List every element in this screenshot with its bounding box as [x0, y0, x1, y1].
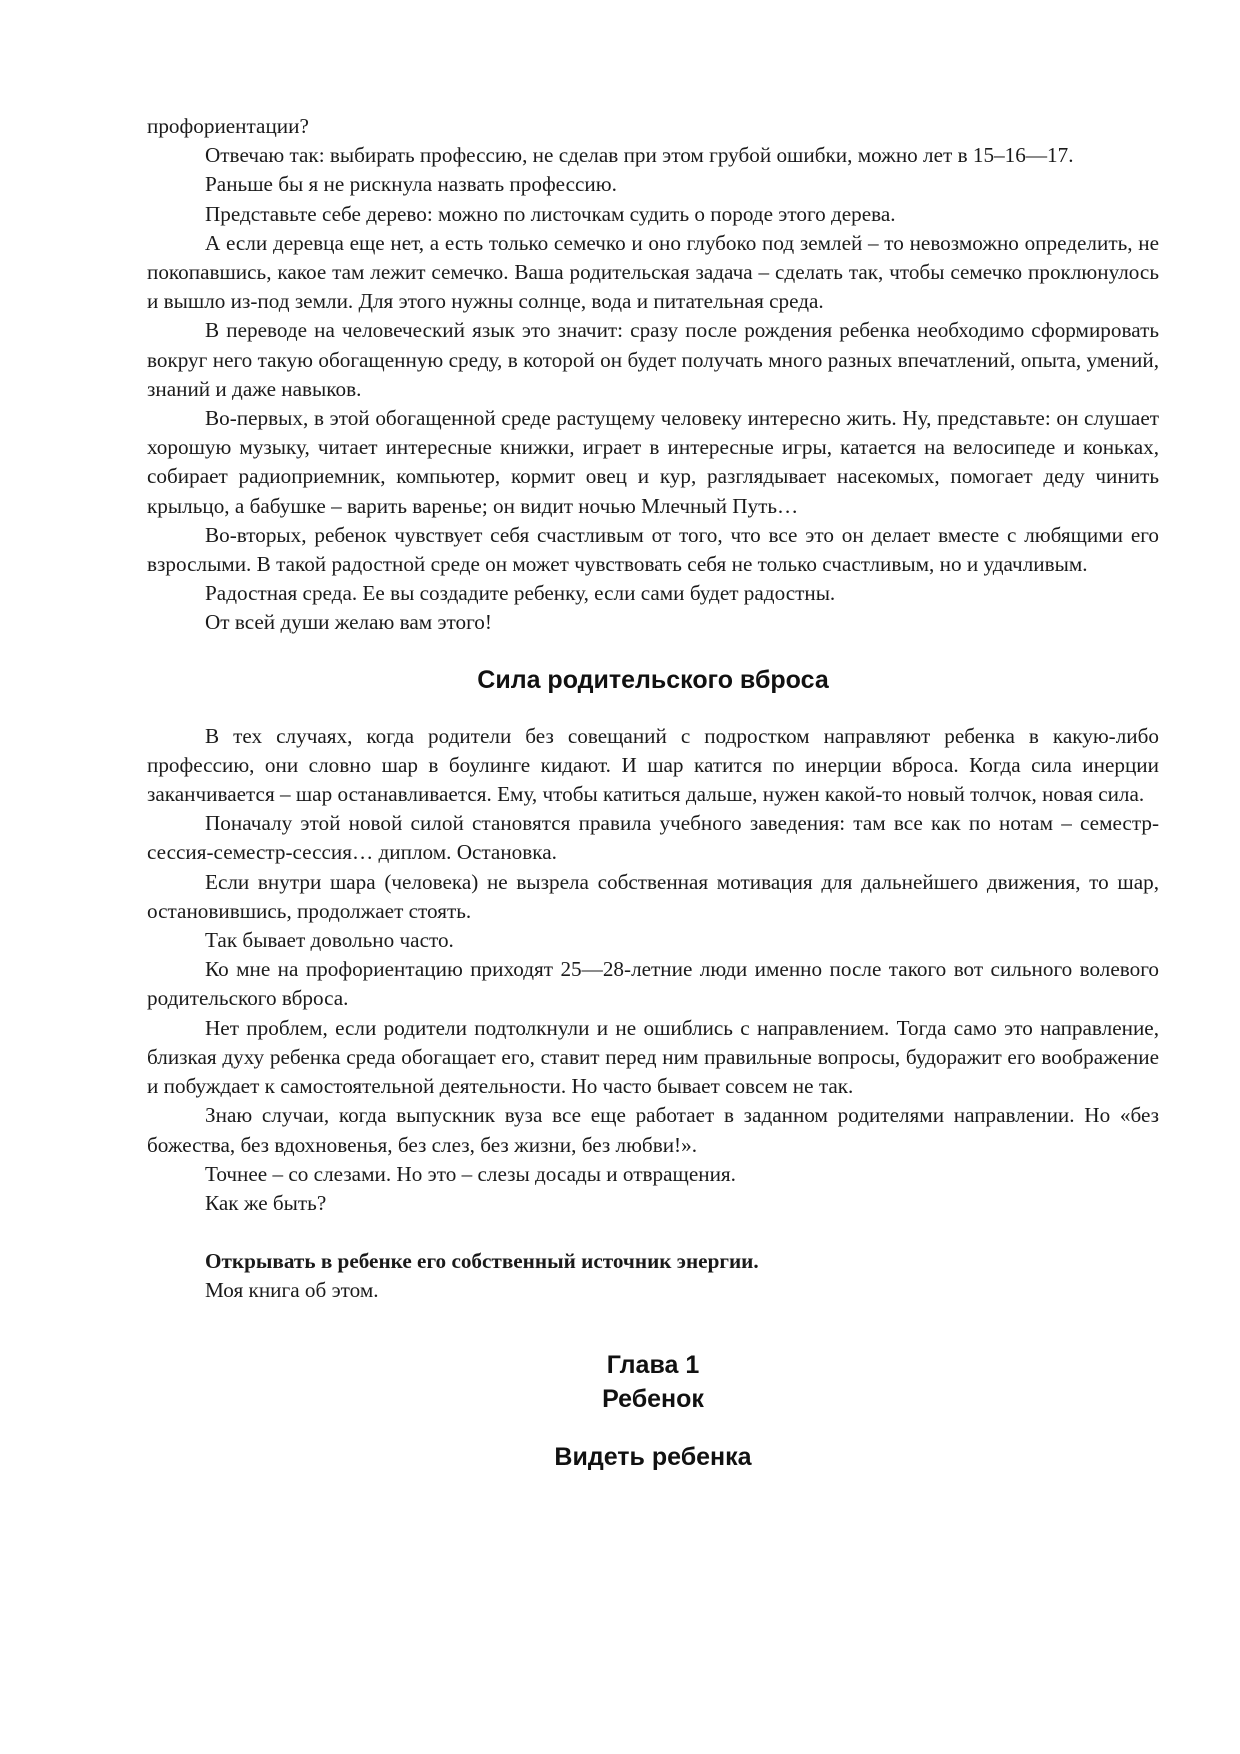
paragraph: Радостная среда. Ее вы создадите ребенку, если сами будет радостны.: [205, 581, 836, 606]
paragraph: Ко мне на профориентацию приходят 25—28-летние люди именно после такого вот сильного волевого родительского вброса.: [147, 957, 1159, 1011]
paragraph: В тех случаях, когда родители без совещаний с подростком направляют ребенка в какую-либо профессию, они словно шар в боулинге кидают. И шар катится по инерции вброса. Когда сила инерции заканчивается – шар останавливается. Ему, чтобы катиться дальше, нужен какой-то новый толчок, новая сила.: [147, 723, 1159, 807]
chapter-title: Ребенок: [602, 1384, 704, 1413]
chapter-heading: [147, 1348, 1159, 1474]
paragraph: Знаю случаи, когда выпускник вуза все еще работает в заданном родителями направлении. Но «без божества, без вдохновенья, без слез, без жизни, без любви!».: [147, 1103, 1159, 1157]
paragraph: Моя книга об этом.: [205, 1278, 379, 1303]
paragraph: Как же быть?: [205, 1190, 327, 1215]
paragraph: Во-первых, в этой обогащенной среде растущему человеку интересно жить. Ну, представьте: он слушает хорошую музыку, читает интересные книжки, играет в интересные игры, катается на велосипеде и коньках, собирает радиоприемник, компьютер, кормит овец и кур, разглядывает насекомых, помогает деду чинить крыльцо, а бабушке – варить варенье; он видит ночью Млечный Путь…: [147, 406, 1159, 518]
paragraph: Во-вторых, ребенок чувствует себя счастливым от того, что все это он делает вместе с любящими его взрослыми. В такой радостной среде он может чувствовать себя не только счастливым, но и удачливым.: [147, 522, 1159, 577]
paragraph: Раньше бы я не рискнула назвать профессию.: [205, 172, 617, 197]
paragraph: Отвечаю так: выбирать профессию, не сделав при этом грубой ошибки, можно лет в 15–16—17.: [205, 143, 1074, 168]
bold-statement: Открывать в ребенке его собственный источник энергии.: [205, 1249, 759, 1274]
paragraph: Если внутри шара (человека) не вызрела собственная мотивация для дальнейшего движения, то шар, остановившись, продолжает стоять.: [147, 869, 1159, 923]
paragraph: Нет проблем, если родители подтолкнули и не ошиблись с направлением. Тогда само это направление, близкая духу ребенка среда обогащает его, ставит перед ним правильные вопросы, будоражит его воображение и побуждает к самостоятельной деятельности. Но часто бывает совсем не так.: [147, 1015, 1159, 1099]
subsection-heading: Видеть ребенка: [554, 1442, 752, 1471]
paragraph: Представьте себе дерево: можно по листочкам судить о породе этого дерева.: [205, 201, 896, 226]
chapter-number: Глава 1: [606, 1350, 700, 1379]
paragraph: В переводе на человеческий язык это значит: сразу после рождения ребенка необходимо сформировать вокруг него такую обогащенную среду, в которой он будет получать много разных впечатлений, опыта, умений, знаний и даже навыков.: [147, 318, 1159, 401]
paragraph: Точнее – со слезами. Но это – слезы досады и отвращения.: [205, 1161, 736, 1186]
paragraph: профориентации?: [147, 114, 309, 138]
paragraph: Поначалу этой новой силой становятся правила учебного заведения: там все как по нотам – семестр-сессия-семестр-сессия… диплом. Остановка.: [147, 811, 1159, 865]
paragraph: От всей души желаю вам этого!: [205, 610, 492, 635]
paragraph: А если деревца еще нет, а есть только семечко и оно глубоко под землей – то невозможно определить, не покопавшись, какое там лежит семечко. Ваша родительская задача – сделать так, чтобы семечко проклюнулось и вышло из-под земли. Для этого нужны солнце, вода и питательная среда.: [147, 230, 1159, 314]
paragraph: Так бывает довольно часто.: [205, 928, 454, 953]
section-heading: Сила родительского вброса: [477, 665, 829, 694]
document-page: [147, 112, 1159, 1474]
